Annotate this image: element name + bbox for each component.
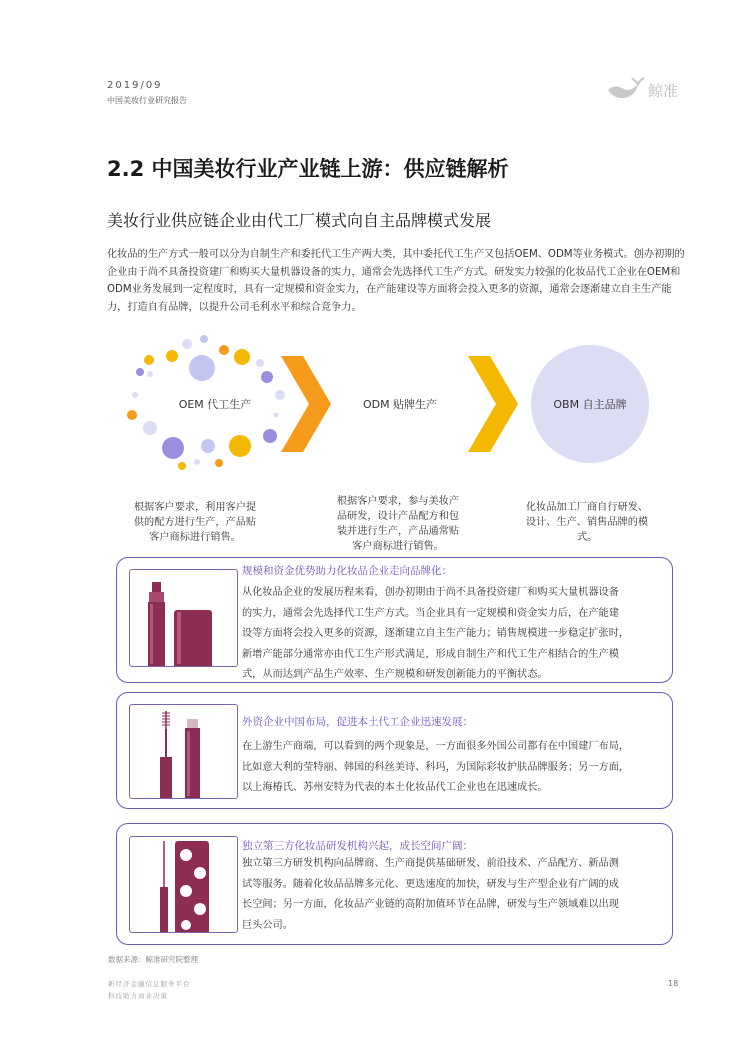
footer-tagline-2: 科技助力商业决策 xyxy=(108,992,168,1000)
supply-chain-diagram xyxy=(100,320,700,480)
page-number: 18 xyxy=(668,979,679,988)
card-line: 设等方面将会投入更多的资源，逐渐建立自主生产能力；销售规模进一步稳定扩张时， xyxy=(242,628,630,639)
mascara-icon xyxy=(129,704,238,799)
step-odm-desc xyxy=(323,494,473,554)
footer-tagline-1: 新经济金融信息服务平台 xyxy=(108,980,191,988)
card-line: 独立第三方研发机构向品牌商、生产商提供基础研发、前沿技术、产品配方、新品测 xyxy=(242,858,619,869)
arrow-right-icon xyxy=(281,356,331,452)
desc-line: 装并进行生产，产品通常贴 xyxy=(336,526,460,537)
info-card-branding xyxy=(116,557,673,683)
card-line: 从化妆品企业的发展历程来看，创办初期由于尚不具备投资建厂和购买大量机器设备 xyxy=(242,587,619,598)
card-body xyxy=(242,854,666,936)
card-line: 巨头公司。 xyxy=(242,919,293,931)
report-name: 中国美妆行业研究报告 xyxy=(107,96,187,105)
card-line: 在上游生产商端，可以看到的两个现象是，一方面很多外国公司都有在中国建厂布局， xyxy=(242,741,630,752)
desc-line: 客户商标进行销售。 xyxy=(149,532,241,543)
desc-line: 化妆品加工厂商自行研发、 xyxy=(525,502,649,513)
card-body xyxy=(242,583,666,686)
step-oem-label: OEM 代工生产 xyxy=(178,398,252,411)
step-oem-desc xyxy=(120,500,270,545)
desc-line: 设计、生产、销售品牌的模 xyxy=(525,517,649,528)
card-heading: 规模和资金优势助力化妆品企业走向品牌化： xyxy=(242,565,452,577)
card-line: 新增产能部分通常亦由代工生产形式满足，形成自制生产和代工生产相结合的生产模 xyxy=(242,648,619,660)
card-line: 式，从而达到产品生产效率、生产规模和研发创新能力的平衡状态。 xyxy=(242,669,548,680)
card-heading: 独立第三方化妆品研发机构兴起，成长空间广阔： xyxy=(242,840,473,852)
card-line: 试等服务。随着化妆品品牌多元化、更迭速度的加快，研发与生产型企业有广阔的成 xyxy=(242,878,619,890)
report-date: 2019/09 xyxy=(107,80,163,91)
arrow-right-icon-2 xyxy=(468,356,518,452)
card-line: 长空间；另一方面，化妆品产业链的高附加值环节在品牌，研发与生产领域难以出现 xyxy=(242,899,619,910)
data-source: 数据来源：鲸准研究院整理 xyxy=(108,955,198,964)
step-obm-desc xyxy=(512,500,662,545)
card-line: 的实力，通常会先选择代工生产方式。当企业具有一定规模和资金实力后，在产能建 xyxy=(242,607,619,619)
info-card-rnd xyxy=(116,823,673,945)
intro-paragraph: 化妆品的生产方式一般可以分为自制生产和委托代工生产两大类，其中委托代工生产又包括OEM、ODM等业务模式。创办初期的企业由于尚不具备投资建厂和购买大量机器设备的实力，通常会先选择代工生产方式。研发实力较强的化妆品代工企业在OEM和ODM业务发展到一定程度时，具有一定规模和资金实力，在产能建设等方面将会投入更多的资源，通常会逐渐建立自主生产能力，打造自有品牌，以提升公司毛利水平和综合竞争力。 xyxy=(107,249,685,313)
step-odm-label: ODM 贴牌生产 xyxy=(362,398,438,411)
desc-line: 式。 xyxy=(576,532,598,543)
desc-line: 供的配方进行生产，产品贴 xyxy=(133,517,257,528)
card-body xyxy=(242,737,666,799)
desc-line: 客户商标进行销售。 xyxy=(352,541,444,552)
logo-text: 鲸准 xyxy=(648,82,679,100)
info-card-foreign xyxy=(116,692,673,809)
desc-line: 品研发，设计产品配方和包 xyxy=(336,511,460,522)
card-heading: 外资企业中国布局，促进本土代工企业迅速发展： xyxy=(242,716,473,728)
lipstick-icon xyxy=(129,569,238,667)
step-obm-label: OBM 自主品牌 xyxy=(553,398,627,411)
page-subtitle: 美妆行业供应链企业由代工厂模式向自主品牌模式发展 xyxy=(107,211,492,230)
card-line: 比如意大利的莹特丽、韩国的科丝美诗、科玛，为国际彩妆护肤品牌服务；另一方面， xyxy=(242,761,630,773)
page-title: 2.2 中国美妆行业产业链上游：供应链解析 xyxy=(107,157,509,181)
desc-line: 根据客户要求，利用客户提 xyxy=(133,502,257,513)
card-line: 以上海椿氏、苏州安特为代表的本土化妆品代工企业也在迅速成长。 xyxy=(242,782,548,793)
nail-tools-icon xyxy=(129,836,238,933)
desc-line: 根据客户要求，参与美妆产 xyxy=(336,496,460,507)
